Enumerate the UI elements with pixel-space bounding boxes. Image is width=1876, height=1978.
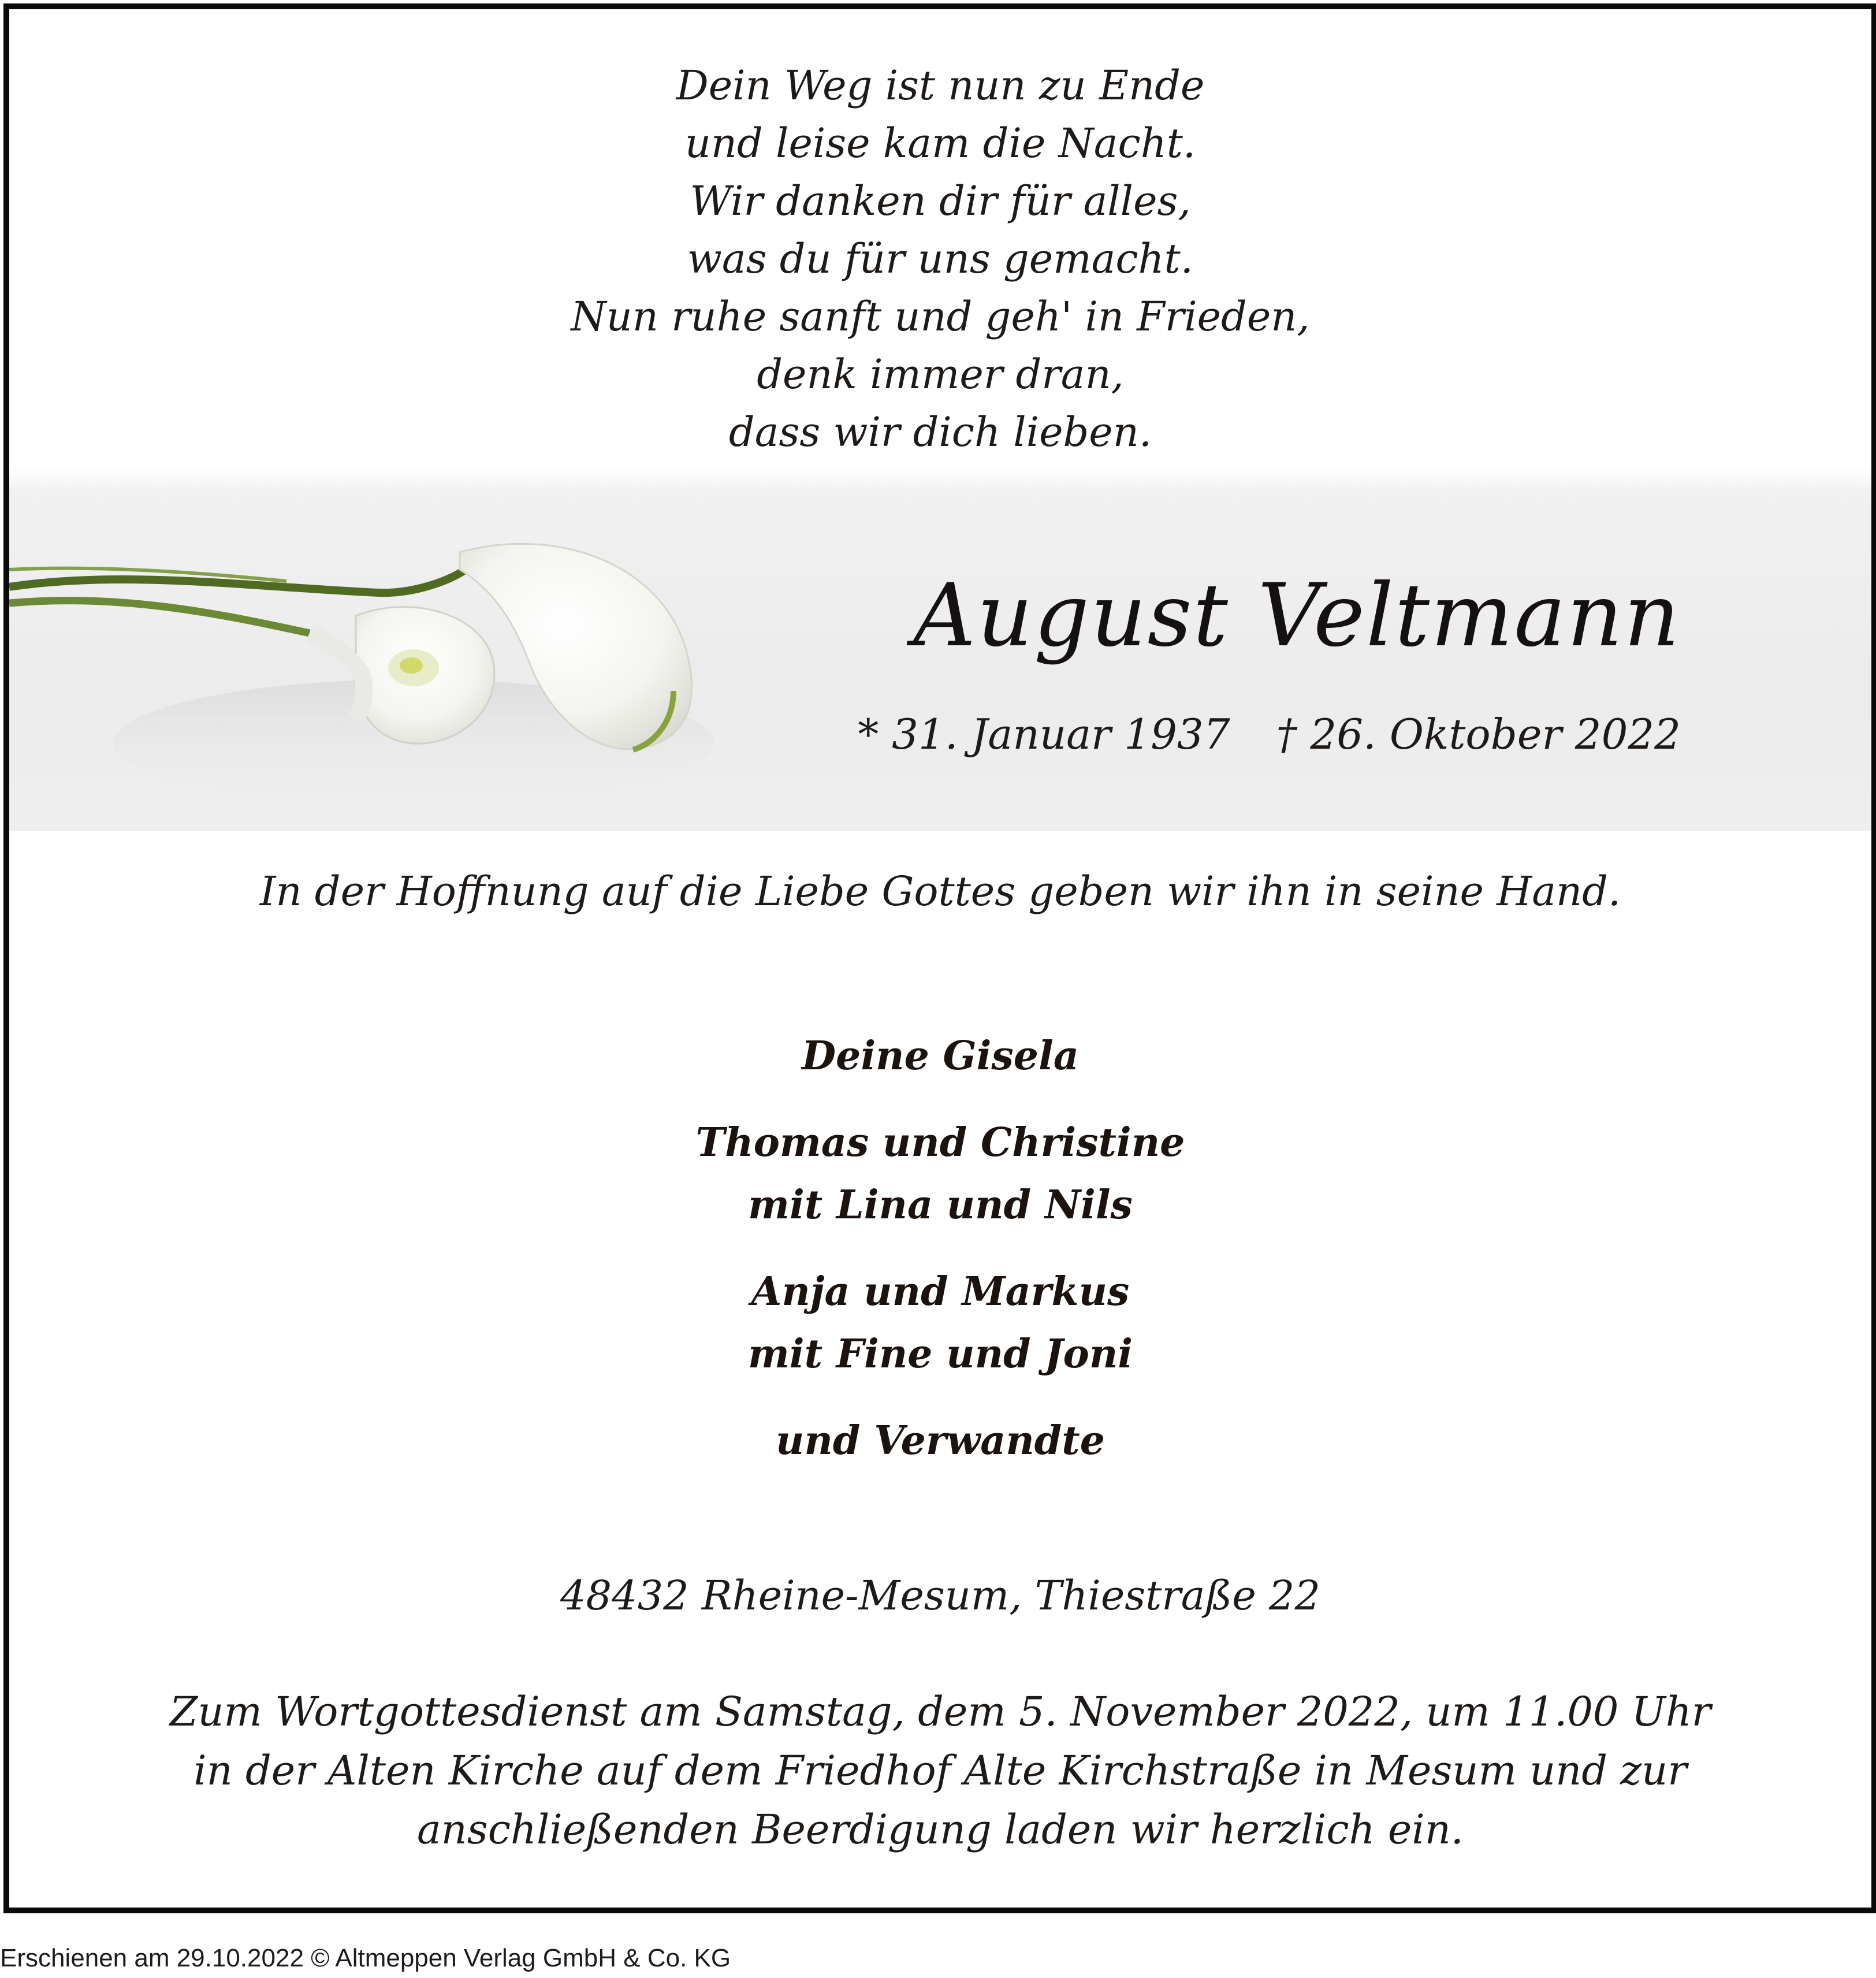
mourner-group: [9, 1025, 1871, 1087]
family-address: 48432 Rheine-Mesum, Thiestraße 22: [560, 1572, 1321, 1619]
verse-line: Nun ruhe sanft und geh' in Frieden,: [571, 293, 1310, 340]
service-line: in der Alten Kirche auf dem Friedhof Alte Kirchstraße in Mesum und zur: [193, 1747, 1687, 1794]
mourner-group: [9, 1410, 1871, 1472]
death-date: † 26. Oktober 2022: [1276, 710, 1681, 759]
poem-verse: [9, 57, 1871, 461]
mourner-group: [9, 1111, 1871, 1236]
verse-line: und leise kam die Nacht.: [684, 120, 1196, 167]
birth-date: * 31. Januar 1937: [858, 710, 1230, 759]
calla-lily-icon: [9, 500, 737, 835]
service-line: Zum Wortgottesdienst am Samstag, dem 5. November 2022, um 11.00 Uhr: [169, 1688, 1711, 1735]
mourner-line: Anja und Markus: [751, 1269, 1130, 1315]
verse-line: was du für uns gemacht.: [687, 235, 1194, 282]
mourner-group: [9, 1261, 1871, 1385]
faith-line: In der Hoffnung auf die Liebe Gottes geben wir ihn in seine Hand.: [259, 868, 1621, 915]
service-announcement: [9, 1682, 1871, 1859]
mourner-line: und Verwandte: [776, 1418, 1105, 1464]
verse-line: dass wir dich lieben.: [728, 408, 1152, 456]
mourner-line: Deine Gisela: [802, 1033, 1079, 1079]
publication-footer: Erschienen am 29.10.2022 © Altmeppen Verlag GmbH & Co. KG: [0, 1944, 731, 1972]
life-dates: [858, 708, 1681, 760]
verse-line: Dein Weg ist nun zu Ende: [676, 62, 1205, 109]
mourner-line: mit Lina und Nils: [748, 1182, 1133, 1228]
obituary-notice: [3, 3, 1876, 1913]
deceased-name: August Veltmann: [913, 566, 1681, 666]
verse-line: Wir danken dir für alles,: [690, 177, 1191, 225]
verse-line: denk immer dran,: [757, 351, 1124, 398]
mourner-line: Thomas und Christine: [695, 1120, 1185, 1166]
mourner-line: mit Fine und Joni: [747, 1331, 1133, 1377]
service-line: anschließenden Beerdigung laden wir herzlich ein.: [416, 1806, 1464, 1853]
mourners-list: [9, 1025, 1871, 1496]
